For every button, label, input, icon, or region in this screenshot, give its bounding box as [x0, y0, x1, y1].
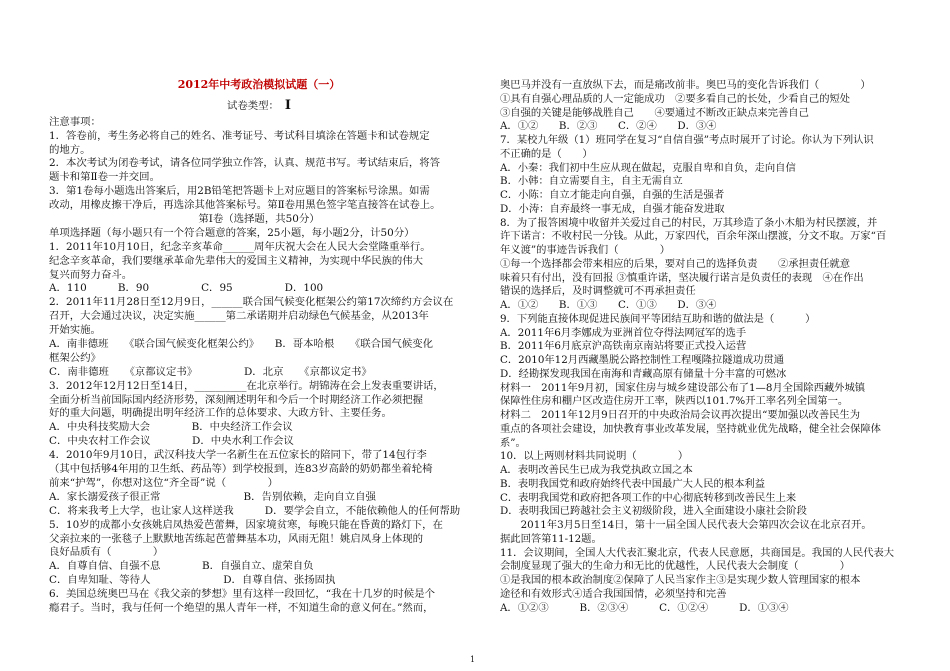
text-line: B．2011年6月底京沪高铁南京南站将要正式投入运营 — [500, 340, 747, 353]
text-line: 1．答卷前，考生务必将自己的姓名、准考证号、考试科目填涂在答题卡和试卷规定 — [49, 129, 430, 142]
text-line: D．表明我国已跨越社会主义初级阶段，进入全面建设小康社会阶段 — [500, 505, 807, 518]
text-line: 据此回答第11-12题。 — [500, 532, 602, 545]
exam-title: 2012年中考政治模拟试题（一） — [177, 78, 341, 91]
text-line: 年义渡”的事迹告诉我们（ ） — [500, 244, 671, 256]
text-line: ③自强的关键是能够战胜自己 ④要通过不断改正缺点来完善自己 — [500, 106, 809, 119]
text-line: 3．第1卷每小题选出答案后，用2B铅笔把答题卡上对应题目的答案标号涂黑。如需 — [49, 185, 430, 198]
text-line: A．自尊自信、自强不息 B．自强自立、虚荣自负 — [49, 560, 314, 573]
text-line: A．①② B．①③ C．①③ D．③④ — [500, 299, 717, 311]
text-line: 好的重大问题，明确提出明年经济工作的总体要求、大政方针、主要任务。 — [49, 407, 392, 420]
left-column-text — [49, 116, 469, 616]
text-line: A．南非德班 《联合国气候变化框架公约》 B．哥本哈根 《联合国气候变化 — [49, 338, 433, 351]
text-line: A．①②③ B．②③④ C．①②④ D．①③④ — [500, 601, 789, 614]
text-line: 奥巴马并没有一直放纵下去，而是痛改前非。奥巴马的变化告诉我们（ ） — [500, 79, 871, 91]
text-line: 4．2010年9月10日，武汉科技大学一名新生在五位家长的陪同下，带了14包行李 — [49, 449, 427, 462]
text-line: 单项选择题（每小题只有一个符合题意的答案，25小题，每小题2分，计50分） — [49, 226, 415, 239]
text-line: 5．10岁的成都小女孩姚启凤热爱芭蕾舞，因家境贫寒，每晚只能在昏黄的路灯下，在 — [49, 518, 443, 531]
text-line: 许下诺言：不收村民一分钱。从此，万家四代，百余年深山摆渡，分文不取。万家“百 — [500, 230, 887, 243]
text-line: 第Ⅰ卷（选择题，共50分） — [198, 213, 320, 226]
text-line: 9．下列能直接体现促进民族间平等团结互助和谐的做法是（ ） — [500, 312, 816, 325]
text-line: 材料二 2011年12月9日召开的中央政治局会议再次提出“要加强以改善民生为 — [500, 409, 861, 421]
text-line: 系”。 — [500, 436, 526, 449]
left-column — [49, 78, 469, 616]
paper-type-value: I — [284, 98, 292, 113]
right-column — [500, 79, 908, 615]
text-line: 纪念辛亥革命，我们要继承革命先辈伟大的爱国主义精神，为实现中华民族的伟大 — [49, 254, 424, 267]
text-line: 开始实施。 — [49, 324, 101, 337]
text-line: ①每一个选择都会带来相应的后果，要对自己的选择负责 ②承担责任就意 — [500, 257, 851, 270]
text-line: 7．某校九年级（1）班同学在复习“自信自强”考点时展开了讨论。你认为下列认识 — [500, 134, 874, 146]
right-column-text — [500, 79, 908, 615]
text-line: C．自卑知耻、等待人 D．自尊自信、张扬固执 — [49, 574, 336, 587]
text-line: D．小涛：自弃最终一事无成，自强才能奋发进取 — [500, 202, 725, 215]
text-line: 11．会议期间，全国人大代表汇聚北京，代表人民意愿，共商国是。我国的人民代表大 — [500, 546, 895, 559]
text-line: A．中央科技奖励大会 B．中央经济工作会议 — [49, 421, 293, 434]
text-line: A．表明改善民生已成为我党执政立国之本 — [500, 464, 693, 476]
text-line: 改动，用橡皮擦干净后，再选涂其他答案标号。第Ⅱ卷用黑色签字笔直接答在试卷上。 — [49, 199, 441, 212]
text-line: （其中包括够4年用的卫生纸、药品等）到学校报到，连83岁高龄的奶奶都坐着轮椅 — [49, 463, 433, 476]
text-line: A．2011年6月李娜成为亚洲首位夺得法网冠军的选手 — [500, 326, 747, 339]
text-line: 瘾君子。当时，我与任何一个绝望的黑人青年一样，不知道生命的意义何在。”然而， — [49, 601, 434, 614]
text-line: C．表明我国党和政府把各项工作的中心彻底转移到改善民生上来 — [500, 491, 797, 504]
text-line: 3．2012年12月12日至14日，__________在北京举行。胡锦涛在会上发表重要讲话， — [49, 379, 444, 392]
text-line: ①具有自强心理品质的人一定能成功 ②要多看自己的长处，少看自己的短处 — [500, 92, 851, 105]
text-line: 会制度显现了强大的生命力和无比的优越性，人民代表大会制度（ ） — [500, 560, 851, 573]
text-line: A．①② B．②③ C．②④ D．③④ — [500, 120, 717, 133]
text-line: C．将来我考上大学，也让家人这样送我 D．要学会自立，不能依赖他人的任何帮助 — [49, 504, 461, 517]
text-line: 良好品质有（ ） — [49, 546, 164, 559]
text-line: 材料一 2011年9月初，国家住房与城乡建设部公布了1—8月全国除西藏外城镇 — [500, 381, 866, 394]
text-line: 题卡和第Ⅱ卷一并交回。 — [49, 171, 160, 184]
text-line: 味着只有付出，没有回报 ③慎重许诺，坚决履行诺言是负责任的表现 ④在作出 — [500, 271, 864, 284]
text-line: 错误的选择后，及时调整就可不再承担责任 — [500, 285, 696, 298]
text-line: C．南非德班 《京都议定书》 D．北京 《京都议定书》 — [49, 365, 372, 378]
text-line: 框架公约》 — [49, 351, 101, 364]
text-line: C．小陈：自立才能走向自强，自强的生活是强者 — [500, 189, 725, 201]
text-line: B．小韩：自立需要自主，自主无需自立 — [500, 175, 683, 188]
text-line: 复兴而努力奋斗。 — [49, 268, 133, 281]
text-line: 保障性住房和棚户区改造住房开工率，陕西以101.7%开工率名列全国第一。 — [500, 395, 849, 408]
text-line: 前来“护驾”，你想对这位“齐全哥”说（ ） — [49, 476, 279, 489]
text-line: B．表明我国党和政府始终代表中国最广大人民的根本利益 — [500, 477, 765, 490]
text-line: 全面分析当前国际国内经济形势，深刻阐述明年和今后一个时期经济工作必须把握 — [49, 393, 424, 406]
text-line: A．小秦：我们初中生应从现在做起，克服自卑和自负，走向自信 — [500, 161, 796, 174]
text-line: A．家长溺爱孩子很正常 B．告别依赖，走向自立自强 — [49, 490, 376, 503]
text-line: 2．2011年11月28日至12月9日，______联合国气候变化框架公约第17次缔约方会议在 — [49, 296, 454, 309]
text-line: 父亲拉来的一张毯子上默默地苦练起芭蕾舞基本功，风雨无阻！姚启凤身上体现的 — [49, 532, 424, 545]
text-line: 10．以上两则材料共同说明（ ） — [500, 450, 689, 463]
text-line: 8．为了报答困境中收留并关爱过自己的村民，万其珍造了条小木船为村民摆渡，并 — [500, 216, 878, 229]
text-line: 6．美国总统奥巴马在《我父亲的梦想》里有这样一段回忆，“我在十几岁的时候是个 — [49, 588, 435, 601]
page-number: 1 — [470, 655, 476, 664]
text-line: C．中央农村工作会议 D．中央水利工作会议 — [49, 435, 294, 448]
text-line: 1．2011年10月10日，纪念辛亥革命______周年庆祝大会在人民大会堂隆重举行。 — [49, 240, 431, 253]
text-line: 2011年3月5日至14日，第十一届全国人民代表大会第四次会议在北京召开。 — [500, 519, 872, 531]
text-line: 重点的各项社会建设，加快教育事业改革发展，坚持就业优先战略，健全社会保障体 — [500, 422, 881, 435]
text-line: 的地方。 — [49, 143, 91, 156]
paper-type — [49, 99, 469, 113]
text-line: C．2010年12月西藏墨脱公路控制性工程嘎隆拉隧道成功贯通 — [500, 354, 785, 366]
text-line: 注意事项： — [49, 115, 101, 128]
text-line: A．110 B．90 C．95 D．100 — [49, 282, 324, 295]
paper-type-label: 试卷类型： — [226, 99, 279, 112]
text-line: D．经勘探发现我国在南海和青藏高原有储量十分丰富的可燃冰 — [500, 367, 787, 380]
text-line: 召开，大会通过决议，决定实施______第二承诺期并启动绿色气候基金，从2013年 — [49, 310, 429, 323]
text-line: 途径和有效形式④适合我国国情，必须坚持和完善 — [500, 587, 727, 600]
text-line: ①是我国的根本政治制度②保障了人民当家作主③是实现少数人管理国家的根本 — [500, 574, 861, 586]
text-line: 不正确的是（ ） — [500, 147, 593, 160]
text-line: 2．本次考试为闭卷考试，请各位同学独立作答，认真、规范书写。考试结束后，将答 — [49, 157, 441, 170]
